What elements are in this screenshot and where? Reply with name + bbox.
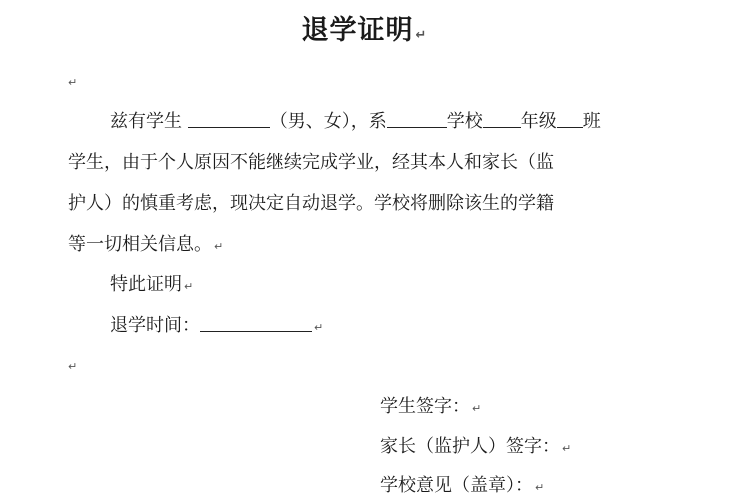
student-signature-line: 学生签字： ↵	[380, 396, 482, 417]
withdraw-time-blank[interactable]	[200, 315, 312, 332]
withdraw-time-line: 退学时间： ↵	[110, 315, 324, 336]
grade-blank[interactable]	[483, 111, 521, 128]
return-mark-icon: ↵	[314, 321, 324, 334]
parent-signature-line: 家长（监护人）签字： ↵	[380, 436, 572, 457]
return-mark-icon: ↵	[562, 442, 572, 455]
return-mark-icon: ↵	[535, 481, 545, 494]
return-mark-icon: ↵	[214, 240, 224, 253]
paragraph-line-4: 等一切相关信息。 ↵	[68, 234, 224, 255]
paragraph-line-3: 护人）的慎重考虑，现决定自动退学。学校将删除该生的学籍	[68, 193, 554, 214]
department-blank[interactable]	[387, 111, 447, 128]
return-mark-icon: ↵	[472, 402, 482, 415]
school-opinion-line: 学校意见（盖章）： ↵	[380, 475, 545, 496]
class-blank[interactable]	[557, 111, 583, 128]
paragraph-line-2: 学生，由于个人原因不能继续完成学业，经其本人和家长（监	[68, 152, 554, 173]
document-title: 退学证明 ↵	[301, 15, 428, 46]
certify-line: 特此证明 ↵	[110, 274, 194, 295]
return-mark-icon: ↵	[184, 280, 194, 293]
return-mark-icon: ↵	[415, 28, 428, 43]
return-mark-icon: ↵	[68, 76, 78, 89]
student-name-blank[interactable]	[188, 111, 270, 128]
paragraph-line-1: 兹有学生 （男、女），系 学校 年级 班	[110, 111, 601, 132]
return-mark-icon: ↵	[68, 360, 78, 373]
